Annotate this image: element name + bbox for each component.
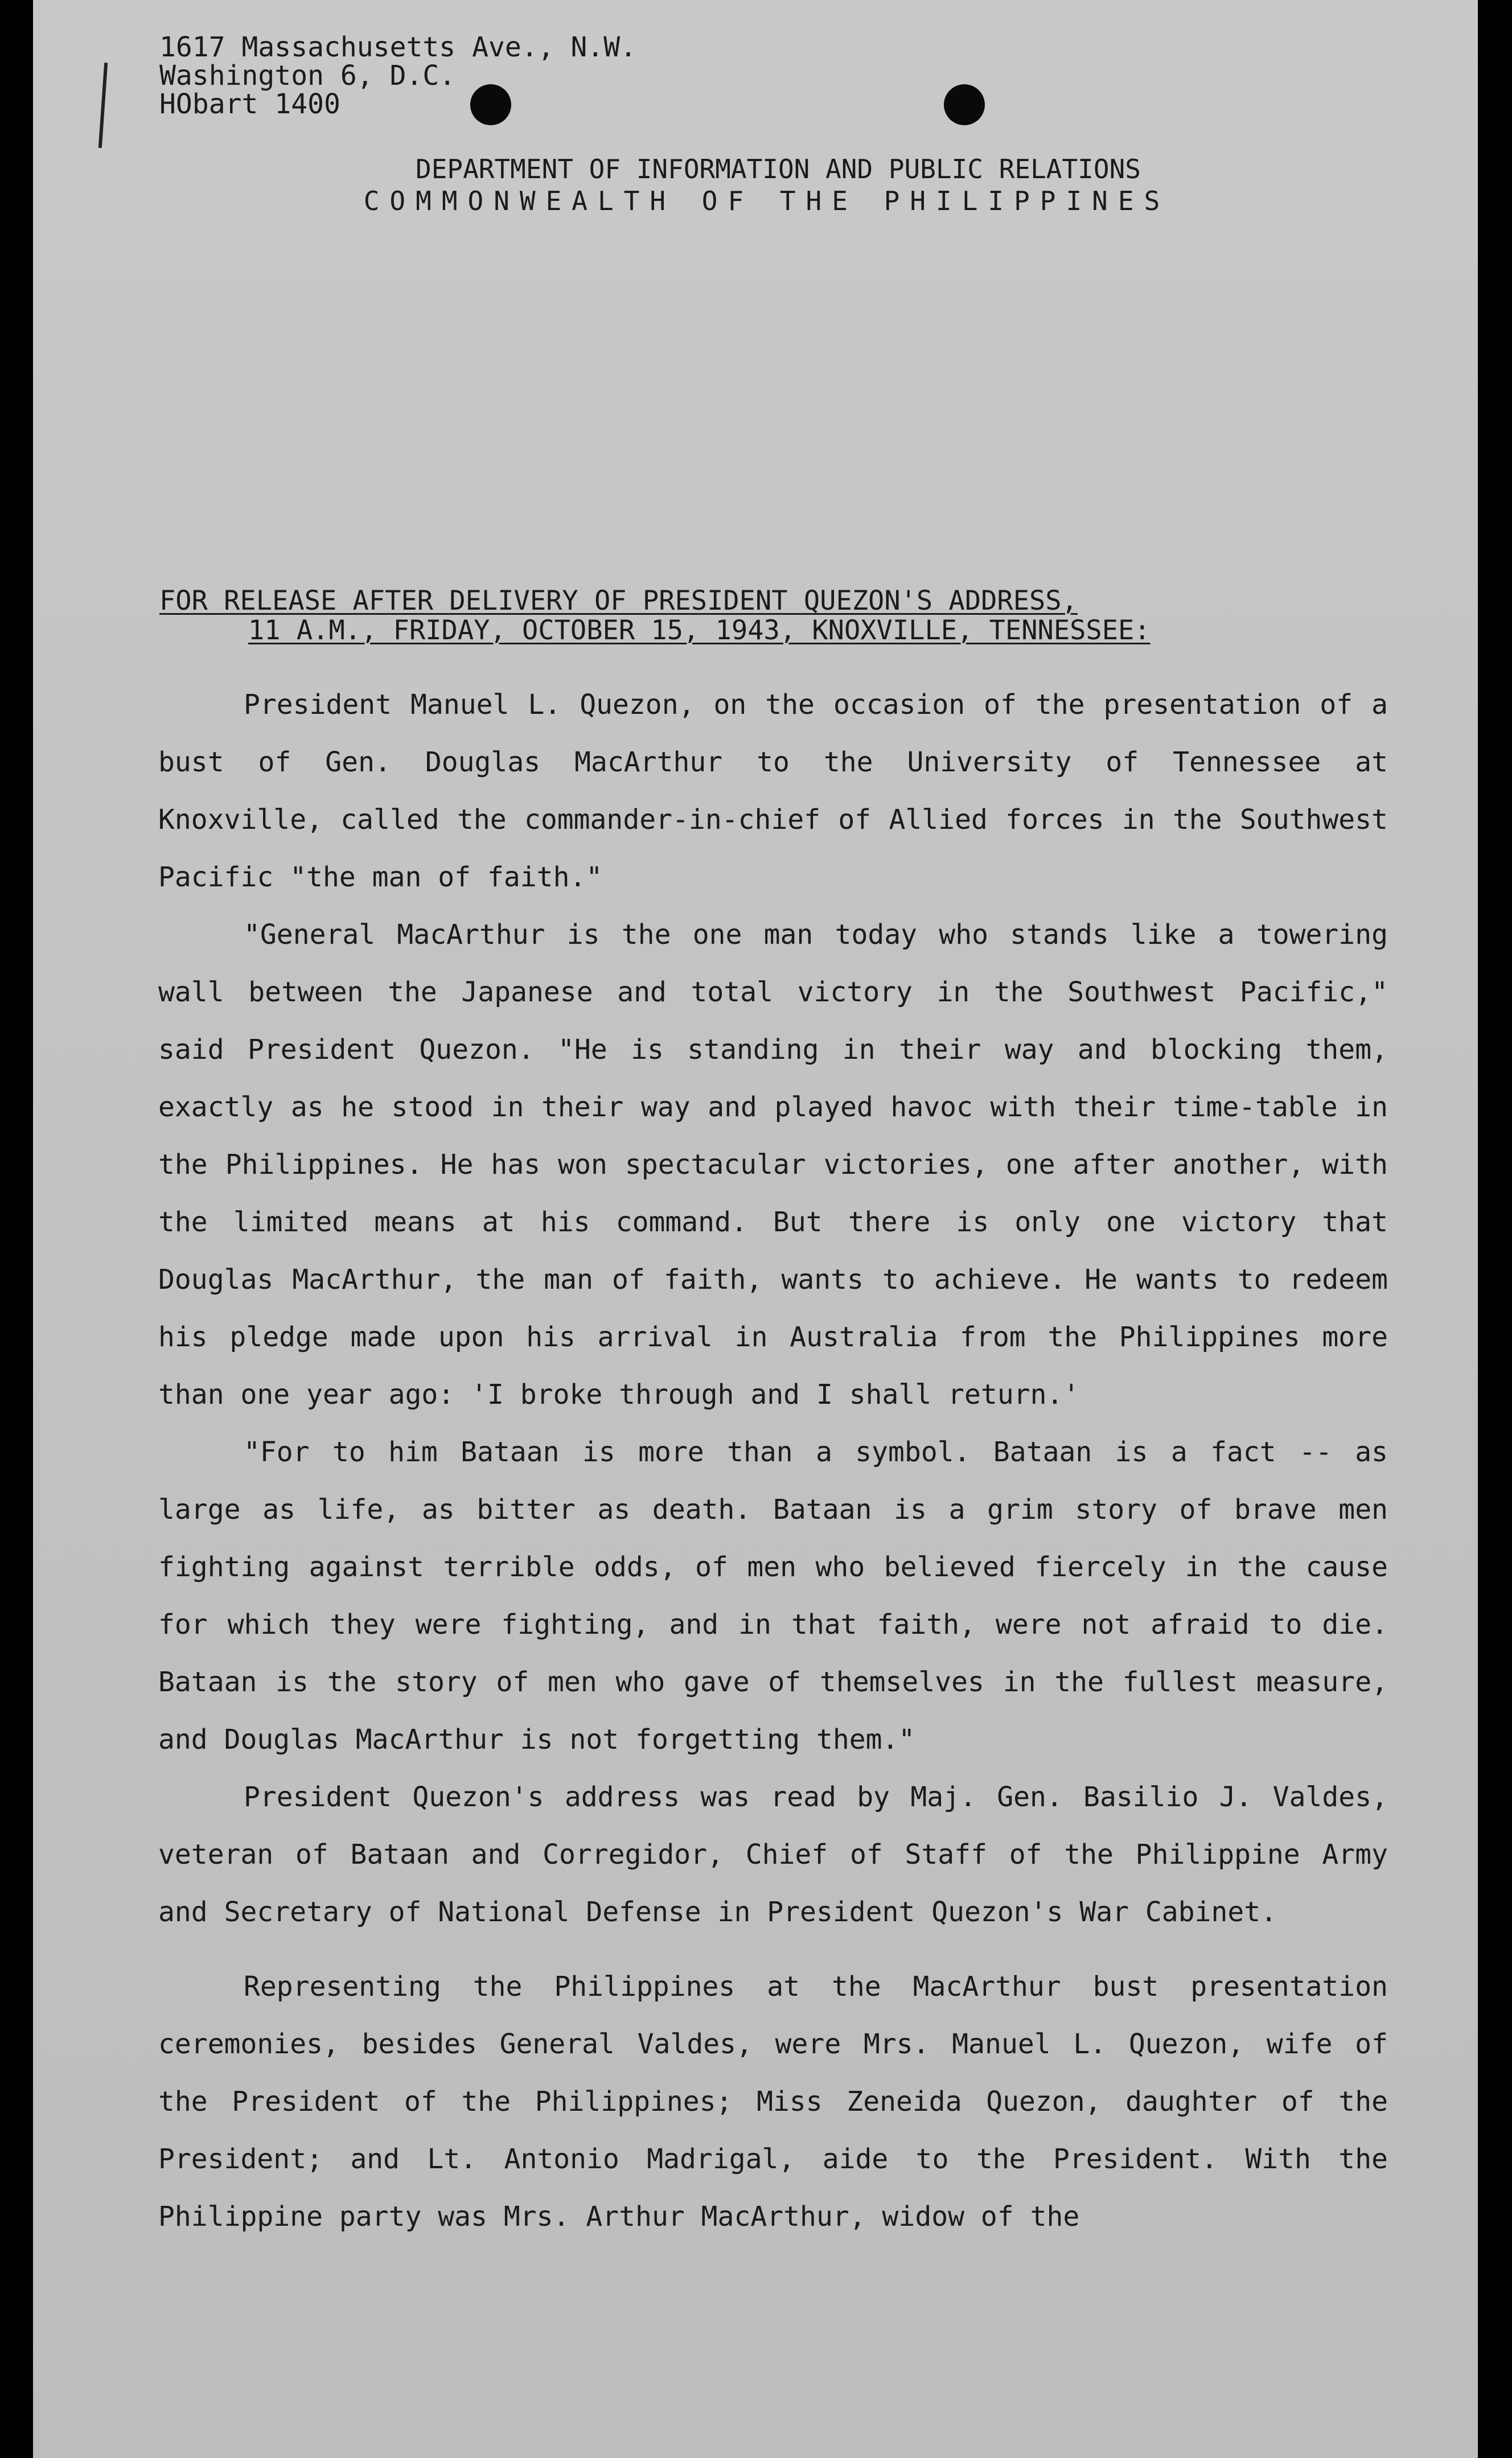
- address-city: Washington 6, D.C.: [159, 60, 456, 92]
- commonwealth-name: COMMONWEALTH OF THE PHILIPPINES: [363, 186, 1170, 216]
- letterhead-title: [33, 154, 1478, 216]
- address-street: 1617 Massachusetts Ave., N.W.: [159, 31, 637, 63]
- return-address: [159, 33, 636, 118]
- release-line-1: FOR RELEASE AFTER DELIVERY OF PRESIDENT QUEZON'S ADDRESS,: [159, 585, 1078, 616]
- paragraph-4: President Quezon's address was read by Maj. Gen. Basilio J. Valdes, veteran of Bataan and Corregidor, Chief of Staff of the Philippine Army and Secretary of National Defense in President Quezon's War Cabinet.: [158, 1781, 1388, 1928]
- press-release-body: [158, 676, 1388, 2246]
- margin-mark: [98, 63, 108, 148]
- paragraph-3: "For to him Bataan is more than a symbol. Bataan is a fact -- as large as life, as bitter as death. Bataan is a grim story of brave men fighting against terrible odds, of men who believed fiercely in the cause for which they were fighting, and in that faith, were not afraid to die. Bataan is the story of men who gave of themselves in the fullest measure, and Douglas MacArthur is not forgetting them.": [158, 1436, 1388, 1756]
- paragraph-1: President Manuel L. Quezon, on the occasion of the presentation of a bust of Gen. Douglas MacArthur to the University of Tennessee at Knoxville, called the commander-in-chief of Allied forces in the Southwest Pacific "the man of faith.": [158, 689, 1388, 893]
- release-notice: [159, 586, 1151, 646]
- paragraph-5: Representing the Philippines at the MacArthur bust presentation ceremonies, besides General Valdes, were Mrs. Manuel L. Quezon, wife of the President of the Philippines; Miss Zeneida Quezon, daughter of the President; and Lt. Antonio Madrigal, aide to the President. With the Philippine party was Mrs. Arthur MacArthur, widow of the: [158, 1971, 1388, 2233]
- document-page: [33, 0, 1478, 2458]
- address-phone: HObart 1400: [159, 88, 340, 120]
- punch-hole-right: [944, 84, 985, 125]
- release-line-2: 11 A.M., FRIDAY, OCTOBER 15, 1943, KNOXVILLE, TENNESSEE:: [248, 615, 1151, 646]
- department-name: DEPARTMENT OF INFORMATION AND PUBLIC RELATIONS: [416, 154, 1141, 184]
- paragraph-2: "General MacArthur is the one man today who stands like a towering wall between the Japanese and total victory in the Southwest Pacific," said President Quezon. "He is standing in their way and blocking them, exactly as he stood in their way and played havoc with their time-table in the Philippines. He has won spectacular victories, one after another, with the limited means at his command. But there is only one victory that Douglas MacArthur, the man of faith, wants to achieve. He wants to redeem his pledge made upon his arrival in Australia from the Philippines more than one year ago: 'I broke through and I shall return.': [158, 919, 1388, 1411]
